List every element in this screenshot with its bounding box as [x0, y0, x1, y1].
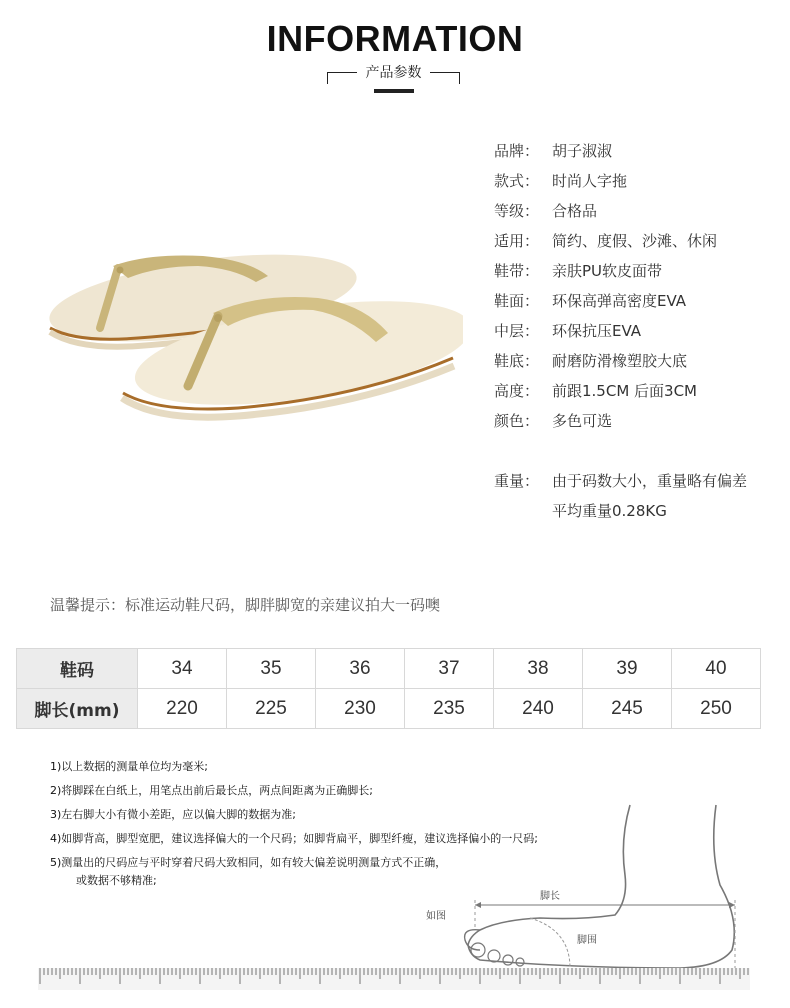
- foot-girth-label: 脚围: [577, 935, 597, 946]
- spec-label: 鞋带：: [494, 262, 540, 280]
- page-title: INFORMATION: [266, 18, 524, 59]
- note-item: 3)左右脚大小有微小差距，应以偏大脚的数据为准;: [50, 808, 296, 821]
- table-cell: 35: [227, 649, 316, 689]
- spec-label: 款式：: [494, 172, 540, 190]
- spec-label: 鞋面：: [494, 292, 540, 310]
- ruler-graphic: [38, 968, 750, 990]
- table-cell: 36: [316, 649, 405, 689]
- spec-value: 合格品: [552, 202, 598, 220]
- spec-label: 品牌：: [494, 142, 540, 160]
- table-cell: 230: [316, 689, 405, 729]
- table-cell: 37: [405, 649, 494, 689]
- size-table: [16, 648, 761, 729]
- foot-length-label: 脚长: [540, 891, 560, 902]
- table-cell: 245: [583, 689, 672, 729]
- spec-label: 重量：: [494, 472, 540, 490]
- section-subtitle: [327, 62, 460, 94]
- table-row: [17, 649, 761, 689]
- spec-label: 等级：: [494, 202, 540, 220]
- note-item: 5)测量出的尺码应与平时穿着尺码大致相同，如有较大偏差说明测量方式不正确，: [50, 856, 447, 869]
- table-cell: 40: [672, 649, 761, 689]
- table-cell: 220: [138, 689, 227, 729]
- spec-value: 平均重量0.28KG: [552, 502, 667, 520]
- row-header-size: 鞋码: [17, 649, 138, 689]
- spec-value: 亲肤PU软皮面带: [552, 262, 663, 280]
- spec-value: 环保高弹高密度EVA: [552, 292, 687, 310]
- row-header-length: 脚长(mm): [17, 689, 138, 729]
- note-item: 或数据不够精准;: [76, 874, 157, 887]
- spec-value: 由于码数大小，重量略有偏差: [552, 472, 748, 490]
- note-item: 2)将脚踩在白纸上，用笔点出前后最长点，两点间距离为正确脚长;: [50, 784, 373, 797]
- spec-value: 前跟1.5CM 后面3CM: [552, 382, 697, 400]
- table-cell: 235: [405, 689, 494, 729]
- spec-value: 简约、度假、沙滩、休闲: [552, 232, 718, 250]
- spec-label: 适用：: [494, 232, 540, 250]
- example-label: 如图: [426, 911, 446, 922]
- product-image: [18, 238, 463, 428]
- table-cell: 34: [138, 649, 227, 689]
- spec-value: 胡子淑淑: [552, 142, 613, 160]
- note-item: 4)如脚背高，脚型宽肥，建议选择偏大的一个尺码；如脚背扁平，脚型纤瘦，建议选择偏小的一尺码;: [50, 832, 538, 845]
- spec-label: 中层：: [494, 322, 540, 340]
- table-row: [17, 689, 761, 729]
- note-item: 1)以上数据的测量单位均为毫米;: [50, 760, 208, 773]
- table-cell: 250: [672, 689, 761, 729]
- spec-label: 高度：: [494, 382, 540, 400]
- foot-diagram: [420, 800, 760, 985]
- spec-value: 耐磨防滑橡塑胶大底: [552, 352, 688, 370]
- subtitle-text: 产品参数: [365, 65, 422, 81]
- spec-label: 颜色：: [494, 412, 540, 430]
- tip-text: 温馨提示：标准运动鞋尺码，脚胖脚宽的亲建议拍大一码噢: [50, 596, 441, 614]
- spec-value: 时尚人字拖: [552, 172, 628, 190]
- table-cell: 225: [227, 689, 316, 729]
- table-cell: 39: [583, 649, 672, 689]
- table-cell: 38: [494, 649, 583, 689]
- spec-value: 环保抗压EVA: [552, 322, 642, 340]
- spec-label: 鞋底：: [494, 352, 540, 370]
- spec-value: 多色可选: [552, 412, 613, 430]
- table-cell: 240: [494, 689, 583, 729]
